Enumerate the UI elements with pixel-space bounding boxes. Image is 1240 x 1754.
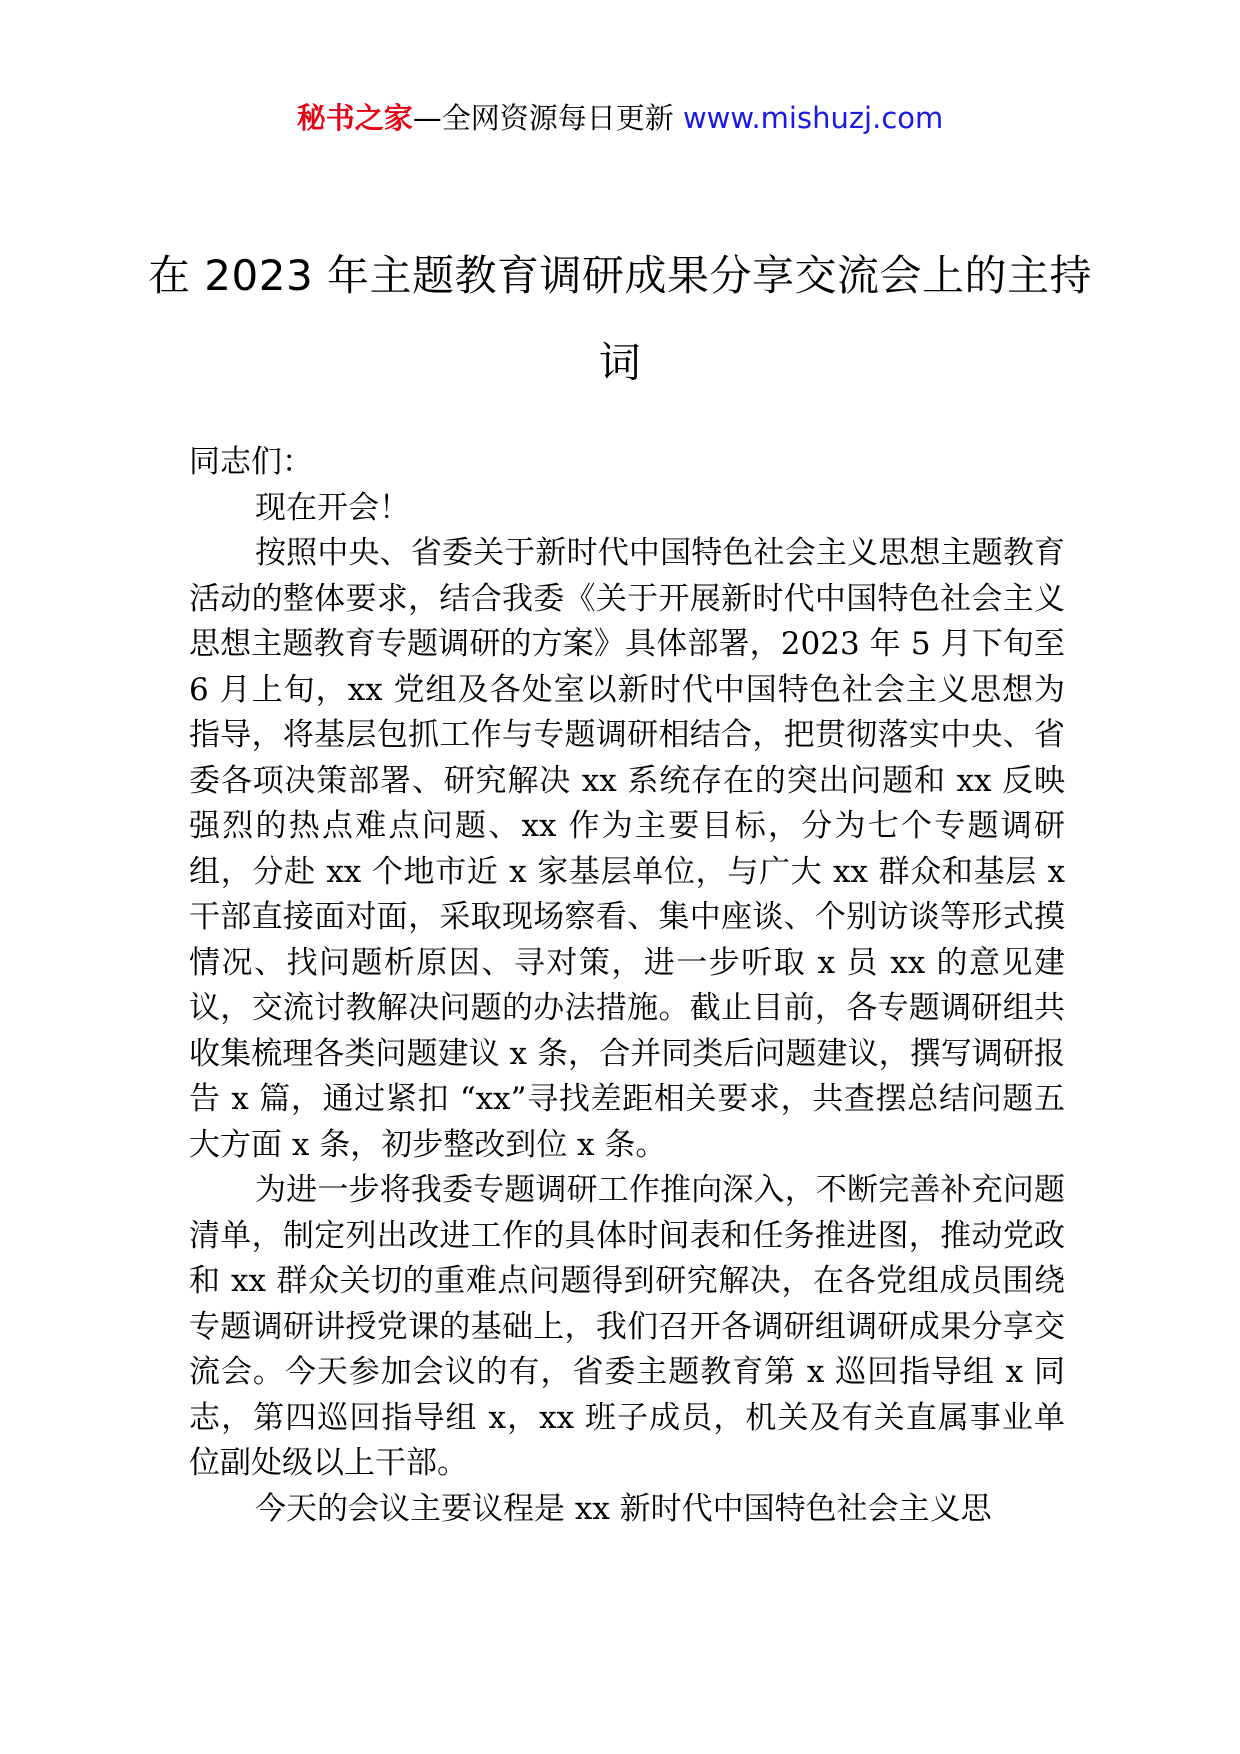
paragraph: 今天的会议主要议程是 xx 新时代中国特色社会主义思 — [255, 1490, 992, 1527]
site-url-link[interactable]: www.mishuzj.com — [682, 101, 944, 135]
document-title: 在 2023 年主题教育调研成果分享交流会上的主持词 — [147, 251, 1093, 387]
salutation: 同志们： — [189, 444, 313, 480]
document-body — [189, 440, 1065, 1532]
site-header — [0, 98, 1240, 138]
header-tagline: —全网资源每日更新 — [412, 101, 674, 135]
paragraph: 现在开会！ — [255, 489, 410, 526]
brand-name: 秘书之家 — [296, 101, 413, 135]
paragraph: 为进一步将我委专题调研工作推向深入，不断完善补充问题清单，制定列出改进工作的具体时间表和任务推进图，推动党政和 xx 群众关切的重难点问题得到研究解决，在各党组成员围绕专题调研讲授党课的基础上，我们召开各调研组调研成果分享交流会。今天参加会议的有，省委主题教育第 x 巡回指导组 x 同志，第四巡回指导组 x，xx 班子成员，机关及有关直属事业单位副处级以上干部。 — [189, 1172, 1065, 1481]
paragraph: 按照中央、省委关于新时代中国特色社会主义思想主题教育活动的整体要求，结合我委《关于开展新时代中国特色社会主义思想主题教育专题调研的方案》具体部署，2023 年 5 月下旬至 6 月上旬，xx 党组及各处室以新时代中国特色社会主义思想为指导，将基层包抓工作与专题调研相结合，把贯彻落实中央、省委各项决策部署、研究解决 xx 系统存在的突出问题和 xx 反映强烈的热点难点问题、xx 作为主要目标，分为七个专题调研组，分赴 xx 个地市近 x 家基层单位，与广大 xx 群众和基层 x 干部直接面对面，采取现场察看、集中座谈、个别访谈等形式摸情况、找问题析原因、寻对策，进一步听取 x 员 xx 的意见建议，交流讨教解决问题的办法措施。截止目前，各专题调研组共收集梳理各类问题建议 x 条，合并同类后问题建议，撰写调研报告 x 篇，通过紧扣 “xx”寻找差距相关要求，共查摆总结问题五大方面 x 条，初步整改到位 x 条。 — [189, 535, 1065, 1163]
